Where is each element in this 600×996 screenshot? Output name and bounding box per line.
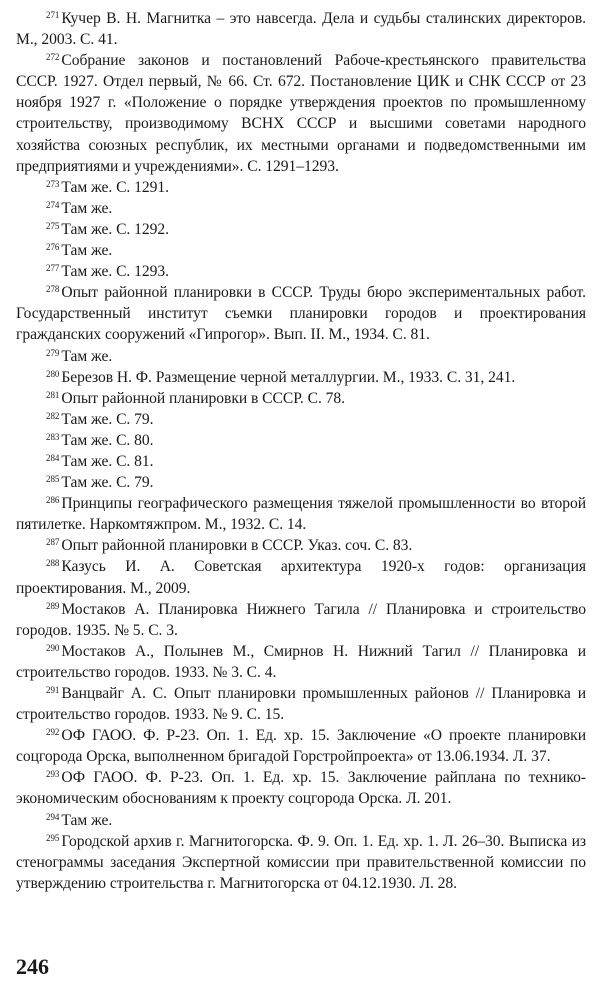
footnote-text: Там же. С. 80. bbox=[61, 431, 154, 449]
footnote-number: 288 bbox=[46, 558, 60, 569]
footnote-number: 276 bbox=[46, 242, 60, 253]
footnote bbox=[16, 599, 586, 641]
footnote bbox=[16, 261, 586, 282]
footnote-number: 285 bbox=[46, 474, 60, 485]
footnote-number: 277 bbox=[46, 263, 60, 274]
footnote bbox=[16, 493, 586, 535]
footnote bbox=[16, 282, 586, 345]
footnote bbox=[16, 472, 586, 493]
page-number: 246 bbox=[16, 954, 49, 979]
footnote-text: ОФ ГАОО. Ф. Р-23. Оп. 1. Ед. хр. 15. Заключение райплана по технико-экономическим обоснованиям к проекту соцгорода Орска. Л. 201. bbox=[16, 769, 586, 808]
footnote bbox=[16, 50, 586, 177]
footnote bbox=[16, 683, 586, 725]
footnote-number: 271 bbox=[46, 10, 60, 20]
footnote-number: 274 bbox=[46, 199, 60, 210]
footnote-text: Там же. bbox=[61, 199, 113, 217]
footnote-text: Березов Н. Ф. Размещение черной металлургии. М., 1933. С. 31, 241. bbox=[61, 368, 516, 386]
footnote-text: Опыт районной планировки в СССР. Указ. соч. С. 83. bbox=[61, 537, 413, 555]
footnote bbox=[16, 430, 586, 451]
footnote-number: 291 bbox=[46, 685, 60, 695]
footnote bbox=[16, 177, 586, 198]
footnote-text: Мостаков А., Полынев М., Смирнов Н. Нижний Тагил // Планировка и строительство городов. 1933. № 3. С. 4. bbox=[16, 642, 586, 681]
footnote-text: Собрание законов и постановлений Рабоче-крестьянского правительства СССР. 1927. Отдел первый, № 66. Ст. 672. Постановление ЦИК и СНК СССР от 23 ноября 1927 г. «Положение о порядке утверждения проектов по промышленному строительству, производимому ВСНХ СССР и высшими советами народного хозяйства союзных республик, их местными органами и подведомственными им предприятиями и учреждениями». С. 1291–1293. bbox=[16, 52, 586, 175]
footnote-text: Там же. С. 1291. bbox=[61, 178, 169, 196]
footnote-text: Там же. bbox=[61, 811, 113, 829]
footnote-text: Там же. С. 1293. bbox=[61, 263, 169, 281]
footnote-number: 281 bbox=[46, 389, 60, 400]
footnote-number: 293 bbox=[46, 769, 60, 780]
footnote-number: 290 bbox=[46, 642, 60, 653]
footnote-number: 289 bbox=[46, 600, 60, 611]
footnote bbox=[16, 367, 586, 388]
footnote-text: Там же. bbox=[61, 347, 113, 365]
footnote-text: Городской архив г. Магнитогорска. Ф. 9. Оп. 1. Ед. хр. 1. Л. 26–30. Выписка из стенограммы заседания Экспертной комиссии при правительственной комиссии по утверждению строительства г. Магнитогорска от 04.12.1930. Л. 28. bbox=[16, 832, 586, 892]
footnote bbox=[16, 8, 586, 50]
footnote-number: 287 bbox=[46, 537, 60, 548]
footnote-number: 294 bbox=[46, 811, 60, 822]
footnote-text: ОФ ГАОО. Ф. Р-23. Оп. 1. Ед. хр. 15. Заключение «О проекте планировки соцгорода Орска, выполненном бригадой Горстройпроекта» от 13.06.1934. Л. 37. bbox=[16, 727, 586, 766]
footnote-number: 286 bbox=[46, 495, 60, 506]
footnote-text: Там же. С. 1292. bbox=[61, 220, 169, 238]
footnote-number: 283 bbox=[46, 431, 60, 442]
footnote bbox=[16, 767, 586, 809]
footnote-text: Там же. С. 79. bbox=[61, 474, 154, 492]
footnote bbox=[16, 219, 586, 240]
footnote bbox=[16, 198, 586, 219]
footnote bbox=[16, 346, 586, 367]
footnotes-list bbox=[16, 8, 586, 894]
footnote bbox=[16, 831, 586, 894]
footnote bbox=[16, 641, 586, 683]
footnote bbox=[16, 535, 586, 556]
footnote bbox=[16, 810, 586, 831]
footnote bbox=[16, 725, 586, 767]
footnote-number: 292 bbox=[46, 727, 60, 738]
footnote bbox=[16, 556, 586, 598]
footnote-number: 295 bbox=[46, 832, 60, 843]
footnote-text: Опыт районной планировки в СССР. С. 78. bbox=[61, 389, 345, 407]
footnote bbox=[16, 388, 586, 409]
footnote-number: 279 bbox=[46, 347, 60, 358]
footnote bbox=[16, 409, 586, 430]
footnote bbox=[16, 451, 586, 472]
footnote-number: 272 bbox=[46, 52, 60, 63]
footnote-text: Опыт районной планировки в СССР. Труды бюро экспериментальных работ. Государственный институт съемки планировки городов и проектирования гражданских сооружений «Гипрогор». Вып. II. М., 1934. С. 81. bbox=[16, 284, 586, 344]
footnote-text: Там же. С. 79. bbox=[61, 410, 154, 428]
footnote-number: 282 bbox=[46, 410, 60, 421]
footnote-number: 278 bbox=[46, 284, 60, 295]
footnote-text: Кучер В. Н. Магнитка – это навсегда. Дела и судьбы сталинских директоров. М., 2003. С. 41. bbox=[16, 10, 586, 49]
footnote-text: Принципы географического размещения тяжелой промышленности во второй пятилетке. Наркомтяжпром. М., 1932. С. 14. bbox=[16, 495, 586, 534]
footnote-text: Ванцвайг А. С. Опыт планировки промышленных районов // Планировка и строительство городов. 1933. № 9. С. 15. bbox=[16, 685, 586, 724]
footnote-number: 280 bbox=[46, 368, 60, 379]
footnote bbox=[16, 240, 586, 261]
footnote-number: 284 bbox=[46, 452, 60, 463]
footnote-text: Там же. bbox=[61, 242, 113, 260]
footnote-text: Мостаков А. Планировка Нижнего Тагила // Планировка и строительство городов. 1935. № 5. С. 3. bbox=[16, 600, 586, 639]
footnote-number: 273 bbox=[46, 178, 60, 189]
footnote-text: Там же. С. 81. bbox=[61, 452, 154, 470]
footnote-text: Казусь И. А. Советская архитектура 1920-х годов: организация проектирования. М., 2009. bbox=[16, 558, 586, 597]
footnote-number: 275 bbox=[46, 220, 60, 231]
